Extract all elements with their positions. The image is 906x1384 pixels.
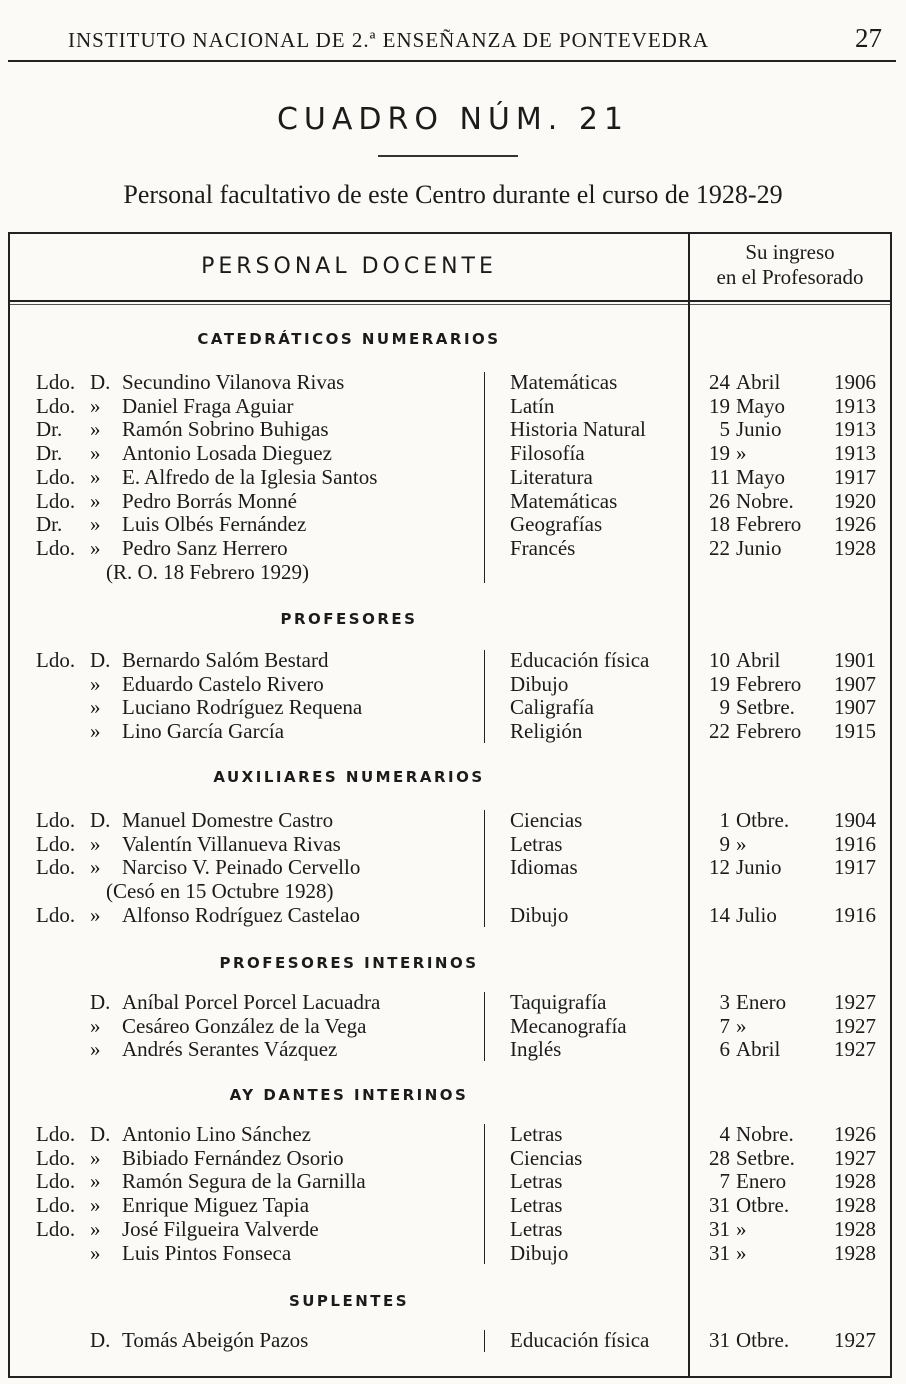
table-row bbox=[10, 1241, 890, 1265]
entry-month: Mayo bbox=[736, 464, 785, 489]
entry-year: 1917 bbox=[834, 855, 876, 880]
entry-year: 1916 bbox=[834, 902, 876, 927]
entry-month: » bbox=[736, 831, 747, 856]
subject: Letras bbox=[510, 1216, 563, 1241]
entry-month: Febrero bbox=[736, 671, 802, 696]
entry-date bbox=[704, 903, 888, 927]
entry-day: 9 bbox=[719, 695, 730, 720]
entry-day: 31 bbox=[709, 1328, 730, 1352]
subject: Geografías bbox=[510, 512, 603, 537]
row-note: (R. O. 18 Febrero 1929) bbox=[106, 559, 309, 584]
staff-name: Andrés Serantes Vázquez bbox=[122, 1037, 338, 1062]
subject: Historia Natural bbox=[510, 417, 646, 442]
subject-divider bbox=[484, 1124, 485, 1264]
entry-date bbox=[704, 394, 888, 418]
entry-month: Nobre. bbox=[736, 488, 794, 513]
staff-name: Bernardo Salóm Bestard bbox=[122, 648, 329, 672]
entry-day: 26 bbox=[709, 488, 730, 513]
entry-date bbox=[704, 1146, 888, 1170]
name-prefix: D. bbox=[90, 808, 111, 832]
entry-date bbox=[704, 1193, 888, 1217]
section-title: AY DANTES INTERINOS bbox=[229, 1086, 469, 1104]
subject: Latín bbox=[510, 393, 555, 418]
entry-date bbox=[704, 489, 888, 513]
entry-day: 9 bbox=[719, 831, 730, 856]
table-row bbox=[10, 1146, 890, 1170]
entry-year: 1927 bbox=[834, 1037, 876, 1062]
column-header-personal: PERSONAL DOCENTE bbox=[201, 254, 497, 279]
table-row bbox=[10, 1037, 890, 1061]
academic-title: Ldo. bbox=[36, 370, 76, 394]
table-row bbox=[10, 465, 890, 489]
entry-year: 1913 bbox=[834, 417, 876, 442]
staff-name: José Filgueira Valverde bbox=[122, 1216, 319, 1241]
name-prefix: D. bbox=[90, 1122, 111, 1146]
header-rule-double bbox=[10, 304, 890, 305]
staff-name: Pedro Sanz Herrero bbox=[122, 535, 288, 560]
academic-title: Ldo. bbox=[36, 808, 76, 832]
entry-day: 7 bbox=[719, 1169, 730, 1194]
entry-date bbox=[704, 695, 888, 719]
section-title: SUPLENTES bbox=[288, 1292, 410, 1310]
entry-day: 19 bbox=[709, 441, 730, 466]
entry-year: 1916 bbox=[834, 831, 876, 856]
name-prefix: » bbox=[90, 512, 101, 537]
entry-year: 1901 bbox=[834, 648, 876, 672]
subject-divider bbox=[484, 810, 485, 927]
subject: Dibujo bbox=[510, 671, 569, 696]
section-title: PROFESORES INTERINOS bbox=[219, 954, 479, 972]
subject: Ciencias bbox=[510, 1145, 583, 1170]
entry-year: 1907 bbox=[834, 671, 876, 696]
entry-day: 18 bbox=[709, 512, 730, 537]
staff-name: Eduardo Castelo Rivero bbox=[122, 671, 324, 696]
entry-month: Junio bbox=[736, 535, 782, 560]
column-header-ingreso bbox=[690, 240, 890, 290]
table-row bbox=[10, 536, 890, 560]
staff-name: Antonio Losada Dieguez bbox=[122, 441, 332, 466]
subject-divider bbox=[484, 1330, 485, 1352]
name-prefix: » bbox=[90, 902, 101, 927]
entry-year: 1928 bbox=[834, 1216, 876, 1241]
name-prefix: D. bbox=[90, 370, 111, 394]
name-prefix: » bbox=[90, 393, 101, 418]
table-row bbox=[10, 855, 890, 879]
table-row bbox=[10, 370, 890, 394]
subject: Letras bbox=[510, 831, 563, 856]
academic-title: Ldo. bbox=[36, 855, 76, 880]
staff-name: Daniel Fraga Aguiar bbox=[122, 393, 294, 418]
name-prefix: D. bbox=[90, 1328, 111, 1352]
entry-month: Febrero bbox=[736, 719, 802, 744]
name-prefix: » bbox=[90, 855, 101, 880]
entry-date bbox=[704, 855, 888, 879]
staff-name: Manuel Domestre Castro bbox=[122, 808, 334, 832]
staff-name: Ramón Segura de la Garnilla bbox=[122, 1169, 366, 1194]
entry-day: 19 bbox=[709, 393, 730, 418]
entry-date bbox=[704, 1037, 888, 1061]
academic-title: Ldo. bbox=[36, 902, 76, 927]
subject-divider bbox=[484, 372, 485, 583]
name-prefix: » bbox=[90, 1240, 101, 1265]
academic-title: Ldo. bbox=[36, 488, 76, 513]
academic-title: Ldo. bbox=[36, 535, 76, 560]
staff-name: Lino García García bbox=[122, 719, 285, 744]
name-prefix: » bbox=[90, 1037, 101, 1062]
subject: Letras bbox=[510, 1169, 563, 1194]
staff-name: Bibiado Fernández Osorio bbox=[122, 1145, 344, 1170]
entry-day: 14 bbox=[709, 902, 730, 927]
table-caption: Personal facultativo de este Centro durante el curso de 1928-29 bbox=[123, 180, 783, 209]
page-number: 27 bbox=[855, 23, 882, 53]
running-header bbox=[8, 20, 896, 62]
entry-day: 31 bbox=[709, 1193, 730, 1218]
name-prefix: » bbox=[90, 1145, 101, 1170]
table-row bbox=[10, 512, 890, 536]
table-row bbox=[10, 441, 890, 465]
entry-day: 22 bbox=[709, 535, 730, 560]
subject-divider bbox=[484, 992, 485, 1061]
entry-date bbox=[704, 808, 888, 832]
entry-month: Enero bbox=[736, 990, 787, 1014]
staff-name: Narciso V. Peinado Cervello bbox=[122, 855, 361, 880]
subject: Mecanografía bbox=[510, 1013, 627, 1038]
entry-year: 1926 bbox=[834, 1122, 876, 1146]
entry-date bbox=[704, 512, 888, 536]
entry-month: Mayo bbox=[736, 393, 785, 418]
subject: Educación física bbox=[510, 1328, 650, 1352]
subject: Taquigrafía bbox=[510, 990, 607, 1014]
entry-day: 7 bbox=[719, 1013, 730, 1038]
staff-name: Luis Olbés Fernández bbox=[122, 512, 307, 537]
academic-title: Ldo. bbox=[36, 831, 76, 856]
subject: Filosofía bbox=[510, 441, 585, 466]
entry-year: 1913 bbox=[834, 393, 876, 418]
subject: Ciencias bbox=[510, 808, 583, 832]
entry-month: Setbre. bbox=[736, 695, 795, 720]
academic-title: Ldo. bbox=[36, 464, 76, 489]
subject: Idiomas bbox=[510, 855, 578, 880]
name-prefix: » bbox=[90, 535, 101, 560]
table-row bbox=[10, 808, 890, 832]
academic-title: Ldo. bbox=[36, 1122, 76, 1146]
academic-title: Dr. bbox=[36, 512, 63, 537]
running-title: INSTITUTO NACIONAL DE 2.ª ENSEÑANZA DE PONTEVEDRA bbox=[68, 28, 709, 52]
entry-year: 1927 bbox=[834, 1013, 876, 1038]
name-prefix: D. bbox=[90, 648, 111, 672]
name-prefix: » bbox=[90, 695, 101, 720]
entry-day: 31 bbox=[709, 1240, 730, 1265]
entry-year: 1904 bbox=[834, 808, 876, 832]
entry-year: 1927 bbox=[834, 1328, 876, 1352]
table-row bbox=[10, 1217, 890, 1241]
subject: Religión bbox=[510, 719, 583, 744]
header-rule bbox=[10, 300, 890, 302]
entry-date bbox=[704, 441, 888, 465]
entry-date bbox=[704, 1241, 888, 1265]
subject: Inglés bbox=[510, 1037, 562, 1062]
entry-month: » bbox=[736, 441, 747, 466]
table-row bbox=[10, 990, 890, 1014]
table-row bbox=[10, 394, 890, 418]
staff-name: Luciano Rodríguez Requena bbox=[122, 695, 363, 720]
entry-day: 6 bbox=[719, 1037, 730, 1062]
subject-divider bbox=[484, 650, 485, 743]
name-prefix: » bbox=[90, 671, 101, 696]
section-title: CATEDRÁTICOS NUMERARIOS bbox=[197, 330, 501, 348]
title-divider bbox=[378, 155, 518, 157]
entry-year: 1913 bbox=[834, 441, 876, 466]
entry-month: Febrero bbox=[736, 512, 802, 537]
subject: Literatura bbox=[510, 464, 593, 489]
entry-month: Nobre. bbox=[736, 1122, 794, 1146]
name-prefix: » bbox=[90, 1013, 101, 1038]
name-prefix: D. bbox=[90, 990, 111, 1014]
entry-month: Setbre. bbox=[736, 1145, 795, 1170]
entry-year: 1928 bbox=[834, 1240, 876, 1265]
entry-month: » bbox=[736, 1240, 747, 1265]
table-row bbox=[10, 1122, 890, 1146]
entry-day: 4 bbox=[719, 1122, 730, 1146]
entry-month: Otbre. bbox=[736, 1193, 790, 1218]
entry-month: Otbre. bbox=[736, 808, 790, 832]
subject: Matemáticas bbox=[510, 370, 618, 394]
entry-month: » bbox=[736, 1013, 747, 1038]
entry-month: Abril bbox=[736, 648, 781, 672]
subject: Dibujo bbox=[510, 1240, 569, 1265]
table-row bbox=[10, 903, 890, 927]
entry-day: 31 bbox=[709, 1216, 730, 1241]
table-row bbox=[10, 648, 890, 672]
entry-date bbox=[704, 719, 888, 743]
subject: Matemáticas bbox=[510, 488, 618, 513]
table-row bbox=[10, 1193, 890, 1217]
academic-title: Ldo. bbox=[36, 648, 76, 672]
entry-day: 24 bbox=[709, 370, 730, 394]
table-row bbox=[10, 417, 890, 441]
entry-month: Otbre. bbox=[736, 1328, 790, 1352]
staff-name: Antonio Lino Sánchez bbox=[122, 1122, 311, 1146]
entry-date bbox=[704, 1328, 888, 1352]
academic-title: Ldo. bbox=[36, 1169, 76, 1194]
entry-month: Julio bbox=[736, 902, 777, 927]
entry-month: » bbox=[736, 1216, 747, 1241]
entry-day: 28 bbox=[709, 1145, 730, 1170]
name-prefix: » bbox=[90, 417, 101, 442]
academic-title: Dr. bbox=[36, 441, 63, 466]
entry-year: 1928 bbox=[834, 535, 876, 560]
staff-name: Ramón Sobrino Buhigas bbox=[122, 417, 329, 442]
academic-title: Ldo. bbox=[36, 1193, 76, 1218]
column-header-ingreso-line1: Su ingreso bbox=[745, 240, 835, 264]
entry-day: 10 bbox=[709, 648, 730, 672]
academic-title: Ldo. bbox=[36, 393, 76, 418]
table-row bbox=[10, 1169, 890, 1193]
subject: Caligrafía bbox=[510, 695, 594, 720]
name-prefix: » bbox=[90, 831, 101, 856]
entry-year: 1915 bbox=[834, 719, 876, 744]
section-title: PROFESORES bbox=[280, 610, 418, 628]
staff-name: Valentín Villanueva Rivas bbox=[122, 831, 341, 856]
entry-year: 1907 bbox=[834, 695, 876, 720]
entry-day: 19 bbox=[709, 671, 730, 696]
entry-year: 1906 bbox=[834, 370, 876, 394]
staff-table bbox=[8, 232, 892, 1378]
table-row bbox=[10, 1014, 890, 1038]
subject: Educación física bbox=[510, 648, 650, 672]
entry-date bbox=[704, 990, 888, 1014]
entry-day: 5 bbox=[719, 417, 730, 442]
academic-title: Ldo. bbox=[36, 1145, 76, 1170]
entry-month: Junio bbox=[736, 855, 782, 880]
staff-name: Alfonso Rodríguez Castelao bbox=[122, 902, 360, 927]
entry-year: 1928 bbox=[834, 1193, 876, 1218]
entry-year: 1926 bbox=[834, 512, 876, 537]
academic-title: Dr. bbox=[36, 417, 63, 442]
entry-month: Enero bbox=[736, 1169, 787, 1194]
staff-name: Secundino Vilanova Rivas bbox=[122, 370, 345, 394]
entry-date bbox=[704, 536, 888, 560]
entry-year: 1927 bbox=[834, 990, 876, 1014]
entry-day: 22 bbox=[709, 719, 730, 744]
table-row bbox=[10, 489, 890, 513]
academic-title: Ldo. bbox=[36, 1216, 76, 1241]
table-row bbox=[10, 1328, 890, 1352]
entry-date bbox=[704, 1169, 888, 1193]
entry-date bbox=[704, 672, 888, 696]
entry-date bbox=[704, 832, 888, 856]
name-prefix: » bbox=[90, 441, 101, 466]
name-prefix: » bbox=[90, 464, 101, 489]
staff-name: Tomás Abeigón Pazos bbox=[122, 1328, 309, 1352]
table-row bbox=[10, 695, 890, 719]
staff-name: Luis Pintos Fonseca bbox=[122, 1240, 292, 1265]
entry-date bbox=[704, 1122, 888, 1146]
column-header-ingreso-line2: en el Profesorado bbox=[716, 265, 864, 289]
entry-day: 11 bbox=[709, 464, 730, 489]
table-row bbox=[10, 832, 890, 856]
table-row bbox=[10, 719, 890, 743]
entry-date bbox=[704, 370, 888, 394]
entry-day: 12 bbox=[709, 855, 730, 880]
entry-year: 1917 bbox=[834, 464, 876, 489]
entry-date bbox=[704, 648, 888, 672]
staff-name: E. Alfredo de la Iglesia Santos bbox=[122, 464, 378, 489]
staff-name: Aníbal Porcel Porcel Lacuadra bbox=[122, 990, 381, 1014]
name-prefix: » bbox=[90, 488, 101, 513]
subject: Dibujo bbox=[510, 902, 569, 927]
entry-date bbox=[704, 1014, 888, 1038]
name-prefix: » bbox=[90, 719, 101, 744]
entry-month: Abril bbox=[736, 370, 781, 394]
section-title: AUXILIARES NUMERARIOS bbox=[213, 768, 485, 786]
entry-date bbox=[704, 1217, 888, 1241]
staff-name: Cesáreo González de la Vega bbox=[122, 1013, 367, 1038]
table-number-title: CUADRO NÚM. 21 bbox=[276, 102, 630, 137]
entry-month: Junio bbox=[736, 417, 782, 442]
table-row bbox=[10, 672, 890, 696]
staff-name: Enrique Miguez Tapia bbox=[122, 1193, 310, 1218]
subject: Francés bbox=[510, 535, 576, 560]
subject: Letras bbox=[510, 1122, 563, 1146]
entry-day: 3 bbox=[719, 990, 730, 1014]
entry-month: Abril bbox=[736, 1037, 781, 1062]
entry-year: 1928 bbox=[834, 1169, 876, 1194]
name-prefix: » bbox=[90, 1193, 101, 1218]
staff-name: Pedro Borrás Monné bbox=[122, 488, 297, 513]
name-prefix: » bbox=[90, 1169, 101, 1194]
entry-year: 1920 bbox=[834, 488, 876, 513]
name-prefix: » bbox=[90, 1216, 101, 1241]
entry-date bbox=[704, 417, 888, 441]
entry-date bbox=[704, 465, 888, 489]
entry-day: 1 bbox=[719, 808, 730, 832]
row-note: (Cesó en 15 Octubre 1928) bbox=[106, 879, 334, 904]
subject: Letras bbox=[510, 1193, 563, 1218]
entry-year: 1927 bbox=[834, 1145, 876, 1170]
